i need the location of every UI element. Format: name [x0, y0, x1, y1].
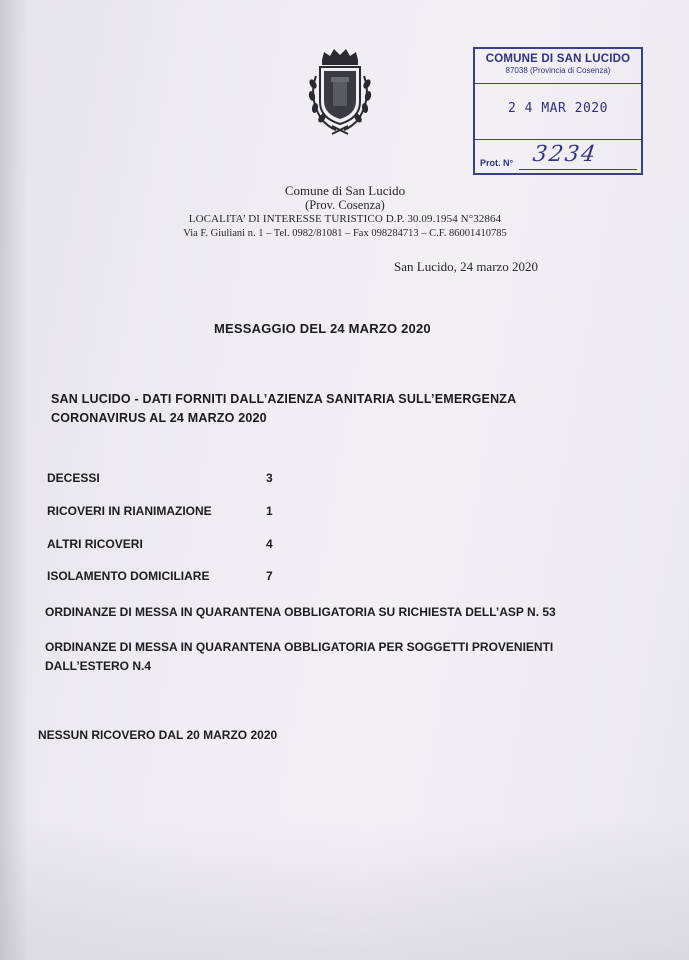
- stat-label-icu: RICOVERI IN RIANIMAZIONE: [47, 504, 212, 518]
- ordinance-abroad: ORDINANZE DI MESSA IN QUARANTENA OBBLIGATORIA PER SOGGETTI PROVENIENTI DALL’ESTERO N.4: [45, 640, 554, 673]
- stat-value-home-isolation: 7: [266, 569, 273, 583]
- letterhead-contacts: Via F. Giuliani n. 1 – Tel. 0982/81081 – Fax 098284713 – C.F. 86001410785: [183, 228, 507, 239]
- stamp-header: [475, 49, 641, 84]
- stat-label-deaths: DECESSI: [47, 471, 100, 485]
- stamp-subtitle: 87038 (Provincia di Cosenza): [505, 66, 611, 75]
- stat-value-icu: 1: [266, 504, 273, 518]
- page-shadow-bottom: [0, 820, 689, 960]
- stat-label-home-isolation: ISOLAMENTO DOMICILIARE: [47, 569, 210, 583]
- page-shadow-left: [0, 0, 28, 960]
- place-date: San Lucido, 24 marzo 2020: [394, 259, 539, 274]
- letterhead-province: (Prov. Cosenza): [305, 198, 385, 212]
- stamp-prot-number: 3234: [531, 142, 599, 167]
- stamp-title: COMUNE DI SAN LUCIDO: [485, 53, 631, 65]
- stamp-prot-underline: [519, 169, 637, 170]
- stat-label-other-hospitalizations: ALTRI RICOVERI: [47, 537, 143, 551]
- ordinance-asp: ORDINANZE DI MESSA IN QUARANTENA OBBLIGATORIA SU RICHIESTA DELL’ASP N. 53: [45, 605, 556, 619]
- footer-note: NESSUN RICOVERO DAL 20 MARZO 2020: [38, 728, 278, 742]
- letterhead-municipality: Comune di San Lucido: [284, 183, 406, 198]
- protocol-stamp: [473, 47, 643, 175]
- stamp-date: 2 4 MAR 2020: [508, 101, 608, 116]
- stamp-protocol-row: [475, 139, 641, 176]
- stamp-prot-label: Prot. N°: [480, 158, 514, 168]
- municipal-crest-icon: [300, 46, 380, 138]
- letterhead-tourist-locality: LOCALITA’ DI INTERESSE TURISTICO D.P. 30.09.1954 N°32864: [188, 213, 502, 225]
- stat-value-other-hospitalizations: 4: [266, 537, 273, 551]
- subject-heading: SAN LUCIDO - DATI FORNITI DALL’AZIENZA SANITARIA SULL’EMERGENZA CORONAVIRUS AL 24 MARZO 2020: [51, 392, 516, 425]
- stat-value-deaths: 3: [266, 471, 273, 485]
- message-title: MESSAGGIO DEL 24 MARZO 2020: [214, 321, 431, 336]
